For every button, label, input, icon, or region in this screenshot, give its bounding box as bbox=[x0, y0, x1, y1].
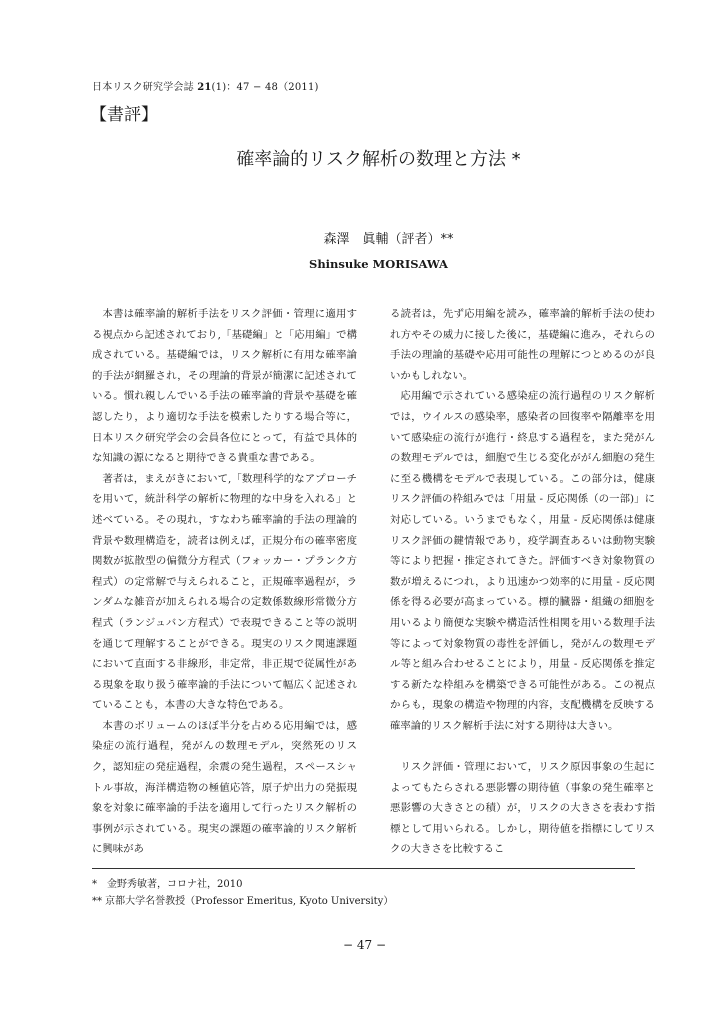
article-title: 確率論的リスク解析の数理と方法 * bbox=[236, 149, 521, 170]
body-paragraph: 応用編で示されている感染症の流行過程のリスク解析では，ウイルスの感染率，感染者の回復率や隔離率を用いて感染症の流行が進行・終息する過程を，また発がんの数理モデルでは，細胞で生じる変化ががん細胞の発生に至る機構をモデルで表現している。この部分は，健康リスク評価の枠組みでは「用量 - 反応関係（の一部)」に対応している。いうまでもなく，用量 - 反応関係は健康リスク評価の鍵情報であり，疫学調査あるいは動物実験等により把握・推定されてきた。評価すべき対象物質の数が増えるにつれ，より迅速かつ効率的に用量 - 反応関係を得る必要が高まっている。標的臓器・組織の細胞を用いるより簡便な実験や構造活性相関を用いる数理手法等によって対象物質の毒性を評価し，発がんの数理モデル等と組み合わせることにより，用量 - 反応関係を推定する新たな枠組みを構築できる可能性がある。この視点からも，現象の構造や物理的内容，支配機構を反映する確率論的リスク解析手法に対する期待は大きい。 bbox=[390, 390, 655, 732]
footnote-rule bbox=[92, 868, 635, 869]
body-paragraph: リスク評価・管理において，リスク原因事象の生起によってもたらされる悪影響の期待値（事象の発生確率と悪影響の大きさとの積）が，リスクの大きさを表わす指標として用いられる。しかし，期待値を指標にしてリスクの大きさを比較するこ bbox=[390, 761, 655, 856]
author-name-english: Shinsuke MORISAWA bbox=[309, 257, 448, 271]
author-name-japanese: 森澤 眞輔（評者）** bbox=[323, 232, 454, 247]
body-paragraph: 著者は，まえがきにおいて,「数理科学的なアプローチを用いて，統計科学の解析に物理的な中身を入れる」と述べている。その現れ，すなわち確率論的手法の理論的背景や数理構造を，読者は例えば，正規分布の確率密度関数が拡散型の偏微分方程式（フォッカー・プランク方程式）の定常解で与えられること，正規確率過程が，ランダムな雑音が加えられる場合の定数係数線形常微分方程式（ランジュバン方程式）で表現できること等の説明を通じて理解することができる。現実のリスク関連課題において直面する非線形，非定常，非正規で従属性がある現象を取り扱う確率論的手法について幅広く記述されていることも，本書の大きな特色である。 bbox=[92, 472, 357, 712]
body-column-left bbox=[92, 304, 357, 860]
footnote-reviewer: ** 京都大学名誉教授（Professor Emeritus, Kyoto University） bbox=[92, 896, 394, 907]
body-paragraph: る読者は，先ず応用編を読み，確率論的解析手法の使われ方やその威力に接した後に，基礎編に進み，それらの手法の理論的基礎や応用可能性の理解につとめるのが良いかもしれない。 bbox=[390, 308, 655, 382]
footnotes bbox=[92, 876, 393, 910]
footnote-book: * 金野秀敏著，コロナ社，2010 bbox=[92, 879, 243, 890]
body-paragraph: 本書は確率論的解析手法をリスク評価・管理に適用する視点から記述されており,「基礎編」と「応用編」で構成されている。基礎編では，リスク解析に有用な確率論的手法が網羅され，その理論的背景が簡潔に記述されている。慣れ親しんでいる手法の確率論的背景や基礎を確認したり，より適切な手法を模索したりする場合等に，日本リスク研究学会の会員各位にとって，有益で具体的な知識の源になると期待できる貴重な書である。 bbox=[92, 308, 357, 465]
journal-volume: 21 bbox=[197, 82, 212, 93]
body-paragraph: 本書のボリュームのほぼ半分を占める応用編では，感染症の流行過程，発がんの数理モデル，突然死のリスク，認知症の発症過程，余震の発生過程，スペースシャトル事故，海洋構造物の極値応答，原子炉出力の発振現象を対象に確率論的手法を適用して行ったリスク解析の事例が示されている。現実の課題の確率論的リスク解析に興味があ bbox=[92, 719, 357, 856]
body-column-right bbox=[390, 304, 655, 860]
journal-pages: ：47 − 48（2011) bbox=[226, 82, 319, 93]
journal-name: 日本リスク研究学会誌 bbox=[92, 82, 194, 93]
section-tag: 【書評】 bbox=[90, 105, 158, 125]
journal-issue: (1) bbox=[211, 82, 227, 93]
page-number: − 47 − bbox=[342, 938, 386, 952]
journal-citation bbox=[92, 78, 319, 93]
